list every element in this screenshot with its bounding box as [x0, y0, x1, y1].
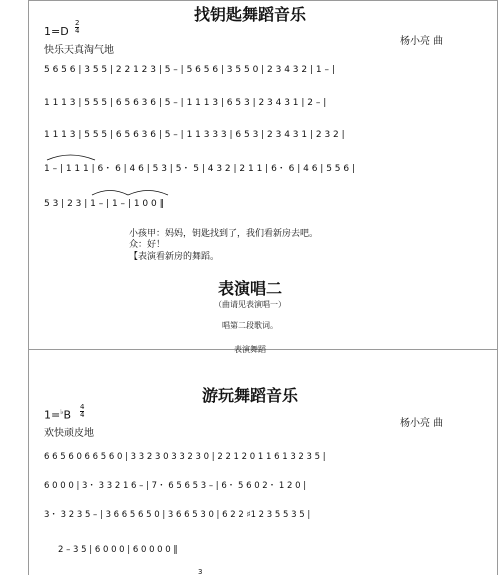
page-number: 3	[198, 568, 203, 576]
song1-title: 找钥匙舞蹈音乐	[193, 5, 306, 24]
song2-title: 游玩舞蹈音乐	[201, 386, 298, 405]
song2-line-1: 6 6 5 6 0 6 6 5 6 0 | 3 3 2 3 0 3 3 2 3 0 | 2 2 1 2 0 1 1 6 1 3 2 3 5 |	[44, 452, 326, 462]
song1-time-signature: 2 4	[75, 19, 80, 35]
song2-line-3: 3・ 3 2 3 5 – | 3 6 6 5 6 5 0 | 3 6 6 5 3 0 | 6 2 2 ♯1 2 3 5 5 3 5 |	[44, 510, 311, 520]
song1-line-1: 5 6 5 6 | 3 5 5 | 2 2 1 2 3 | 5 – | 5 6 5 6 | 3 5 5 0 | 2 3 4 3 2 | 1 – |	[44, 65, 335, 75]
section-line-2: 表演舞蹈	[234, 345, 266, 354]
song2-composer: 杨小亮 曲	[400, 418, 444, 429]
section-title: 表演唱二	[217, 279, 282, 298]
song1-line-4: 1 – | 1 1 1 | 6・ 6 | 4 6 | 5 3 | 5・ 5 | 4 3 2 | 2 1 1 | 6・ 6 | 4 6 | 5 5 6 |	[44, 164, 355, 174]
song1-line-5: 5 3 | 2 3 | 1 – | 1 – | 1 0 0 ‖	[44, 199, 165, 209]
song1-key: 1=D	[44, 25, 69, 38]
song1-tempo: 快乐天真淘气地	[44, 45, 114, 56]
section-line-1: 唱第二段歌词。	[222, 321, 278, 330]
song2-line-4: 2 – 3 5 | 6 0 0 0 | 6 0 0 0 0 ‖	[58, 545, 178, 555]
dialogue-line-1: 小孩甲：妈妈，钥匙找到了，我们看新房去吧。	[129, 229, 319, 239]
song1-line-2: 1 1 1 3 | 5 5 5 | 6 5 6 3 6 | 5 – | 1 1 1 3 | 6 5 3 | 2 3 4 3 1 | 2 – |	[44, 98, 327, 108]
song2-tempo: 欢快顽皮地	[44, 428, 94, 439]
section-note: （曲请见表演唱一）	[214, 300, 286, 309]
song1-composer: 杨小亮 曲	[400, 36, 444, 47]
song2-line-2: 6 0 0 0 | 3・ 3 3 2 1 6 – | 7・ 6 5 6 5 3 – | 6・ 5 6 0 2・ 1 2 0 |	[44, 481, 307, 491]
song1-line-3: 1 1 1 3 | 5 5 5 | 6 5 6 3 6 | 5 – | 1 1 3 3 3 | 6 5 3 | 2 3 4 3 1 | 2 3 2 |	[44, 130, 345, 140]
dialogue-line-3: 【表演看新房的舞蹈。	[129, 252, 220, 262]
song2-time-signature: 4 4	[80, 403, 85, 419]
song2-key: 1=♭B	[44, 408, 72, 422]
dialogue-line-2: 众：好！	[129, 240, 166, 250]
